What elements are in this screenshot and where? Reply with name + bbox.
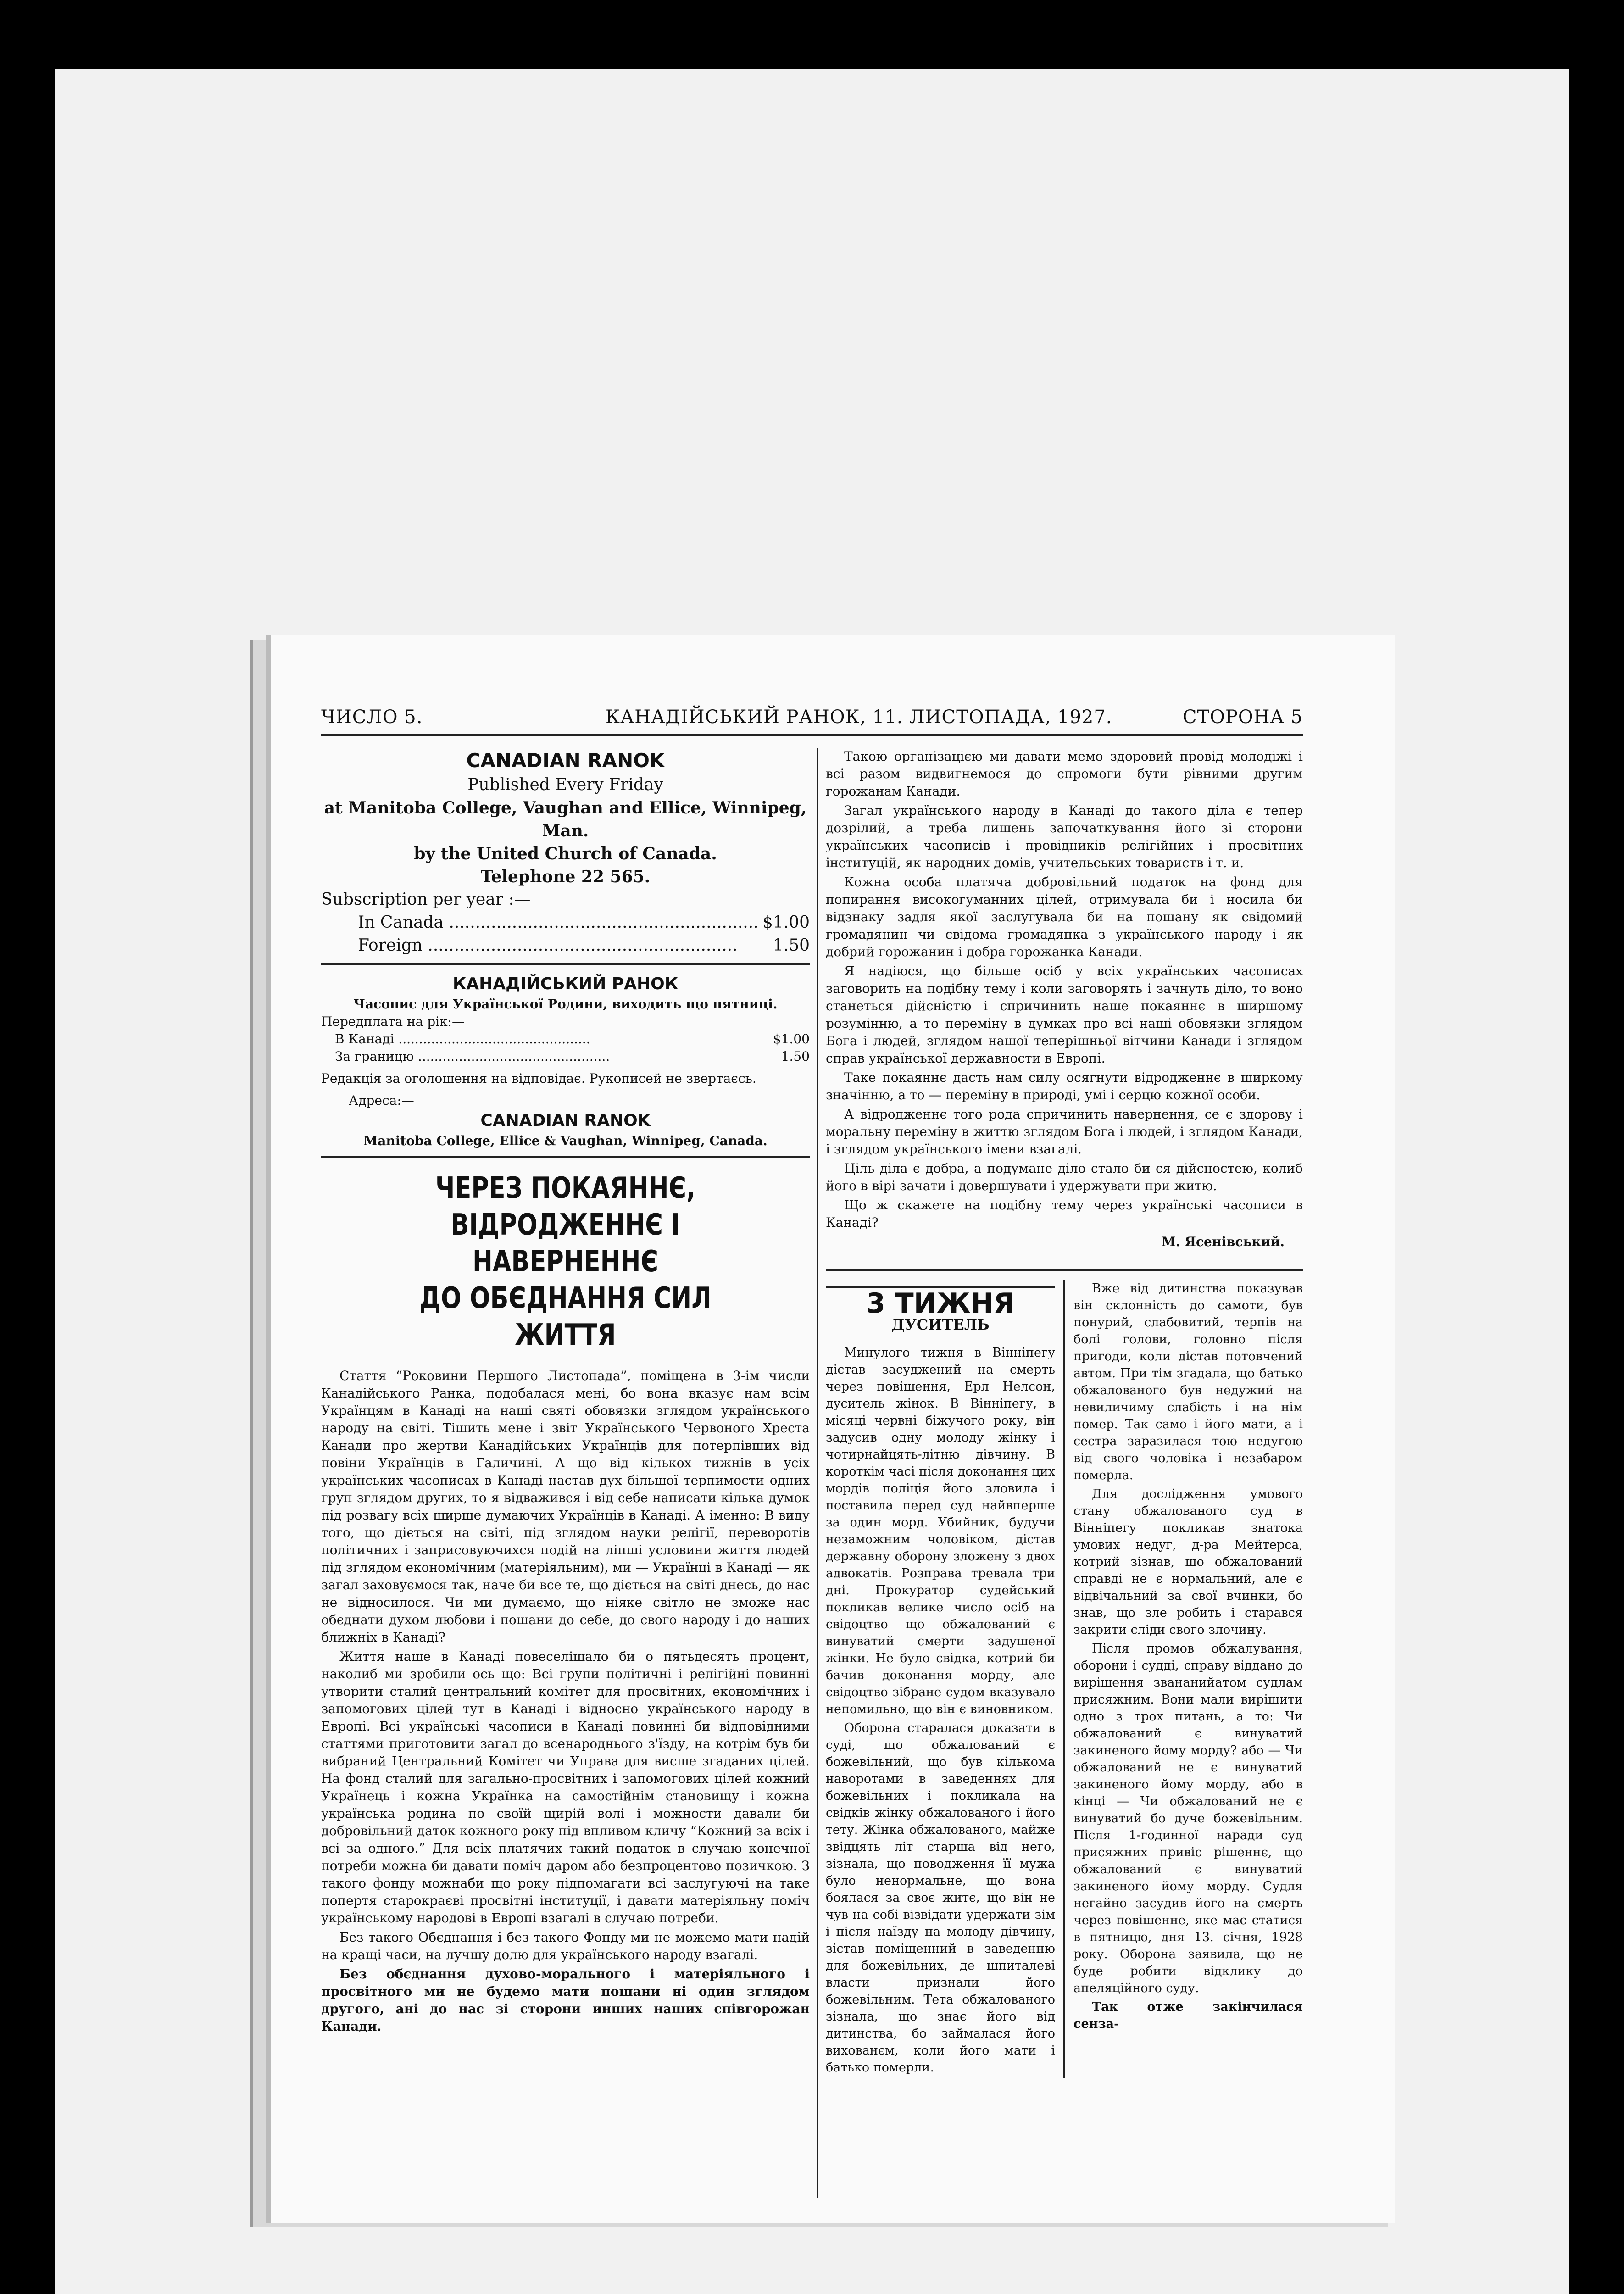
- news-paragraph: Минулого тижня в Вінніпегу дістав засуджений на смерть через повішення, Ерл Нелсон, дуситель жінок. В Вінніпегу, в місяці червні біжучого року, він задусив одну молоду жінку і чотирнайцять-літню дівчину. В короткім часі після доконання цих мордів поліція його зловила і поставила перед суд найвперше за один морд. Убийник, будучи незаможним чоловіком, дістав державну оборону зложену з двох адвокатів. Розправа тревала три дні. Прокуратор судейський покликав велике число осіб на свідоцтво що обжалований є винуватий смерти задушеної жінки. Не було свідка, котрий би бачив доконання морду, але свідоцтво зібране судом вказувало непомильно, що він є виновником.: [826, 1346, 1055, 1716]
- masthead-name-en: CANADIAN RANOK: [466, 749, 665, 772]
- week-section: [826, 1269, 1303, 2078]
- column-rule: [1063, 1280, 1065, 2078]
- article-paragraph: Стаття “Роковини Першого Листопада”, поміщена в 3-ім числи Канадійського Ранка, подобалася мені, бо вона вказує нам всім Українцям в Канаді на наші святі обовязки зглядом українського народу на світі. Тішить мене і звіт Українського Червоного Хреста Канади про жертви Канадійських Українців для потерпівших від повіни Українців в Галичині. А що від кількох тижнів в усіх українських часописах в Канаді настав дух більшої терпимости одних груп зглядом других, то я відважився і від себе написати кілька думок під розвагу всіх ширше думаючих Українців в Канаді. А іменно: В виду того, що діється на світі, під зглядом науки релігії, переворотів політичних і заприсовуючихся подій на ліпші условини життя людей під зглядом економічним (матеріяльним), ми — Українці в Канаді — як загал заховуємося так, наче би все те, що діється на світі днесь, до нас не відносилося. Чи ми думаємо, що ніяке світло не зможе нас обєднати духом любови і пошани до себе, до свого народу і до наших ближніх в Канаді?: [321, 1368, 810, 1645]
- headline-line-1: ЧЕРЕЗ ПОКАЯННЄ, ВІДРОДЖЕННЄ І НАВЕРНЕННЄ: [435, 1171, 695, 1279]
- news-paragraph: Для дослідження умового стану обжалованого суд в Вінніпегу покликав знатока умових недуг, д-ра Мейтерса, котрий зізнав, що обжалований справді не є нормальний, але є відвічальний за свої вчинки, бо знав, що зле робить і старався закрити сліди свого злочину.: [1073, 1487, 1303, 1637]
- english-masthead: [321, 748, 810, 965]
- price-label: В Канаді ...............................................: [335, 1031, 590, 1047]
- masthead-date: КАНАДІЙСЬКИЙ РАНОК, 11. ЛИСТОПАДА, 1927.: [606, 707, 1112, 728]
- article-paragraph: Що ж скажете на подібну тему через українські часописи в Канаді?: [826, 1197, 1303, 1230]
- price-value: 1.50: [781, 1049, 810, 1064]
- article-paragraph: Життя наше в Канаді повеселішало би о пятьдесять процент, наколиб ми зробили ось що: Всі групи політичні і релігійні повинні утворити сталий центральний комітет для просвітних, економічних і запомогових цілей тут в Канаді і відносно українського народу в Европі. Всі українські часописи в Канаді повинні би відповідними статтями приготовити загал до всенароднього з'їзду, на котрім був би вибраний Центральний Комітет чи Управа для висше згаданих цілей. На фонд сталий для загально-просвітних і запомогових цілей кожний Українець і кожна Українка на самостійнім становищу і кожна українська родина по своїй щирій волі і можности давали би добровільний даток кожного року під впливом кличу “Кожний за всіх і всі за одного.” Для всіх платячих такий податок в случаю конечної потреби можна би давати поміч даром або безпроцентово позичкою. З такого фонду можнаби що року підпомагати всі заслугуючі на таке попертя старокраєві просвітні інституції, і давати матеріяльну поміч українському народові в Европі взагалі в случаю потреби.: [321, 1649, 810, 1926]
- price-row: [321, 1048, 810, 1065]
- article-paragraph: Без такого Обєднання і без такого Фонду ми не можемо мати надій на кращі часи, на лучшу долю для українського народу взагалі.: [321, 1930, 810, 1962]
- editorial-note: Редакція за оголошення на відповідає. Рукописей не звертаєсь.: [321, 1071, 756, 1086]
- ukrainian-masthead: [321, 973, 810, 1158]
- article-headline: [365, 1170, 766, 1353]
- page-number: СТОРОНА 5: [1182, 707, 1303, 728]
- address-detail: Manitoba College, Ellice & Vaughan, Winnipeg, Canada.: [363, 1133, 768, 1148]
- section-subtitle: ДУСИТЕЛЬ: [891, 1316, 990, 1333]
- publisher-line: by the United Church of Canada.: [414, 844, 717, 863]
- tagline: Часопис для Української Родини, виходить що пятниці.: [353, 997, 778, 1012]
- article-paragraph: Я надіюся, що більше осіб у всіх українських часописах заговорить на подібну тему і коли заговорять і зачнуть діло, то воно станеться дійсністю і спричинить наше покаяннє в ширшому розумінню, а то переміну в думках про всі наші обовязки зглядом Бога і людей, зглядом нашої теперішньої вітчини Канади і зглядом справ української державности в Европі.: [826, 963, 1303, 1066]
- week-column-1: [826, 1280, 1055, 2078]
- subscription-label-ua: Передплата на рік:—: [321, 1014, 465, 1029]
- address-name: CANADIAN RANOK: [480, 1111, 651, 1130]
- address-label: Адреса:—: [349, 1093, 414, 1108]
- newspaper-page: [271, 635, 1395, 2223]
- publish-line: Published Every Friday: [467, 775, 663, 794]
- headline-line-2: ДО ОБЄДНАННЯ СИЛ ЖИТТЯ: [419, 1281, 712, 1352]
- issue-number: ЧИСЛО 5.: [321, 707, 423, 728]
- price-value: $1.00: [762, 913, 810, 932]
- price-row: [321, 934, 810, 957]
- author-signature: М. Ясенівський.: [1161, 1234, 1285, 1249]
- right-column: [826, 748, 1303, 2078]
- week-column-2: [1073, 1280, 1303, 2078]
- price-label: In Canada ...........................................................: [358, 913, 759, 932]
- address-line: at Manitoba College, Vaughan and Ellice, Winnipeg, Man.: [324, 798, 807, 841]
- section-title: 3 ТИЖНЯ: [826, 1286, 1055, 1312]
- price-label: За границю ...............................................: [335, 1049, 610, 1064]
- article-paragraph: Ціль діла є добра, а подумане діло стало би ся дійсностею, колиб його в вірі зачати і довершувати і удержувати при житю.: [826, 1161, 1303, 1193]
- column-rule: [817, 748, 818, 2198]
- article-paragraph: А відродженнє того рода спричинить навернення, се є здорову і моральну переміну в життю зглядом Бога і людей, і зглядом Канади, і зглядом українського імени взагалі.: [826, 1107, 1303, 1157]
- news-paragraph: Після промов обжалування, оборони і судді, справу віддано до вирішення звананийатом судлам присяжним. Вони мали вирішити одно з трох питань, а то: Чи обжалований є винуватий закиненого йому морду? або — Чи обжалований не є винуватий закиненого йому морду, або в кінці — Чи обжалований не є винуватий бо дуче божевільним. Після 1-годинної наради суд присяжних привіс рішеннє, що обжалований є винуватий закиненого йому морду. Судля негайно засудив його на смерть через повішенне, яке має статися в пятницю, дня 13. січня, 1928 року. Оборона заявила, що не буде робити відклику до апеляційного суду.: [1073, 1642, 1303, 1995]
- article-paragraph: Кожна особа платяча добровільний податок на фонд для попирання високогуманних цілей, отримувала би і носила би відзнаку задля якої заслугувала би на пошану як свідомий громадянин чи свідома громадянка з українського народу і як добрий горожанин і добра горожанка Канади.: [826, 874, 1303, 959]
- running-head: [321, 707, 1303, 736]
- news-paragraph: Так отже закінчилася сенза-: [1073, 2000, 1303, 2031]
- article-paragraph: Таке покаяннє дасть нам силу осягнути відродженнє в ширкому значінню, а то — переміну в природі, умі і серцю кожної особи.: [826, 1070, 1303, 1102]
- price-row: [321, 911, 810, 934]
- article-paragraph: Такою організацією ми давати мемо здоровий провід молодіжі і всі разом видвигнемося до спромоги бути рівними другим горожанам Канади.: [826, 749, 1303, 799]
- news-paragraph: Оборона старалася доказати в суді, що обжалований є божевільний, що був кількома наворотами в заведеннях для божевільних і покликала на свідків жінку обжалованого і його тету. Жінка обжалованого, майже звідцять літ старша від него, зізнала, що поводження її мужа було ненормальне, що вона боялася за своє житє, що він не чув на собі візвідати удержати зім і після наїзду на молоду дівчину, зістав поміщенний в заведенню для божевільних, де шпиталеві власти признали його божевільним. Тета обжалованого зізнала, що знає його від дитинства, бо займалася його вихованєм, коли його мати і батько померли.: [826, 1721, 1055, 2075]
- price-value: $1.00: [773, 1031, 810, 1047]
- subscription-label: Subscription per year :—: [321, 890, 531, 909]
- price-row: [321, 1030, 810, 1048]
- masthead-name-ua: КАНАДІЙСЬКИЙ РАНОК: [452, 974, 679, 993]
- price-value: 1.50: [773, 936, 810, 955]
- article-paragraph: Загал українського народу в Канаді до такого діла є тепер дозрілий, а треба лишень започаткування його зі сторони українських часописів і провідників релігійних і просвітних інституцій, як народних домів, учительських товариств і т. и.: [826, 803, 1303, 870]
- news-paragraph: Вже від дитинства показував він склонність до самоти, був понурий, слабовитий, терпів на болі голови, головно після пригоди, коли дістав потовчений автом. При тім згадала, що батько обжалованого був недужий на невиличиму слабість і на нім помер. Так само і його мати, а і сестра заразилася тою недугою від свого чоловіка і незабаром померла.: [1073, 1281, 1303, 1482]
- telephone-line: Telephone 22 565.: [480, 867, 651, 886]
- left-column: [321, 748, 810, 2037]
- price-label: Foreign ...........................................................: [358, 936, 738, 955]
- article-paragraph: Без обєднання духово-морального і матеріяльного і просвітного ми не будемо мати пошани ні один зглядом другого, ані до нас зі сторони инших наших співгорожан Канади.: [321, 1966, 810, 2034]
